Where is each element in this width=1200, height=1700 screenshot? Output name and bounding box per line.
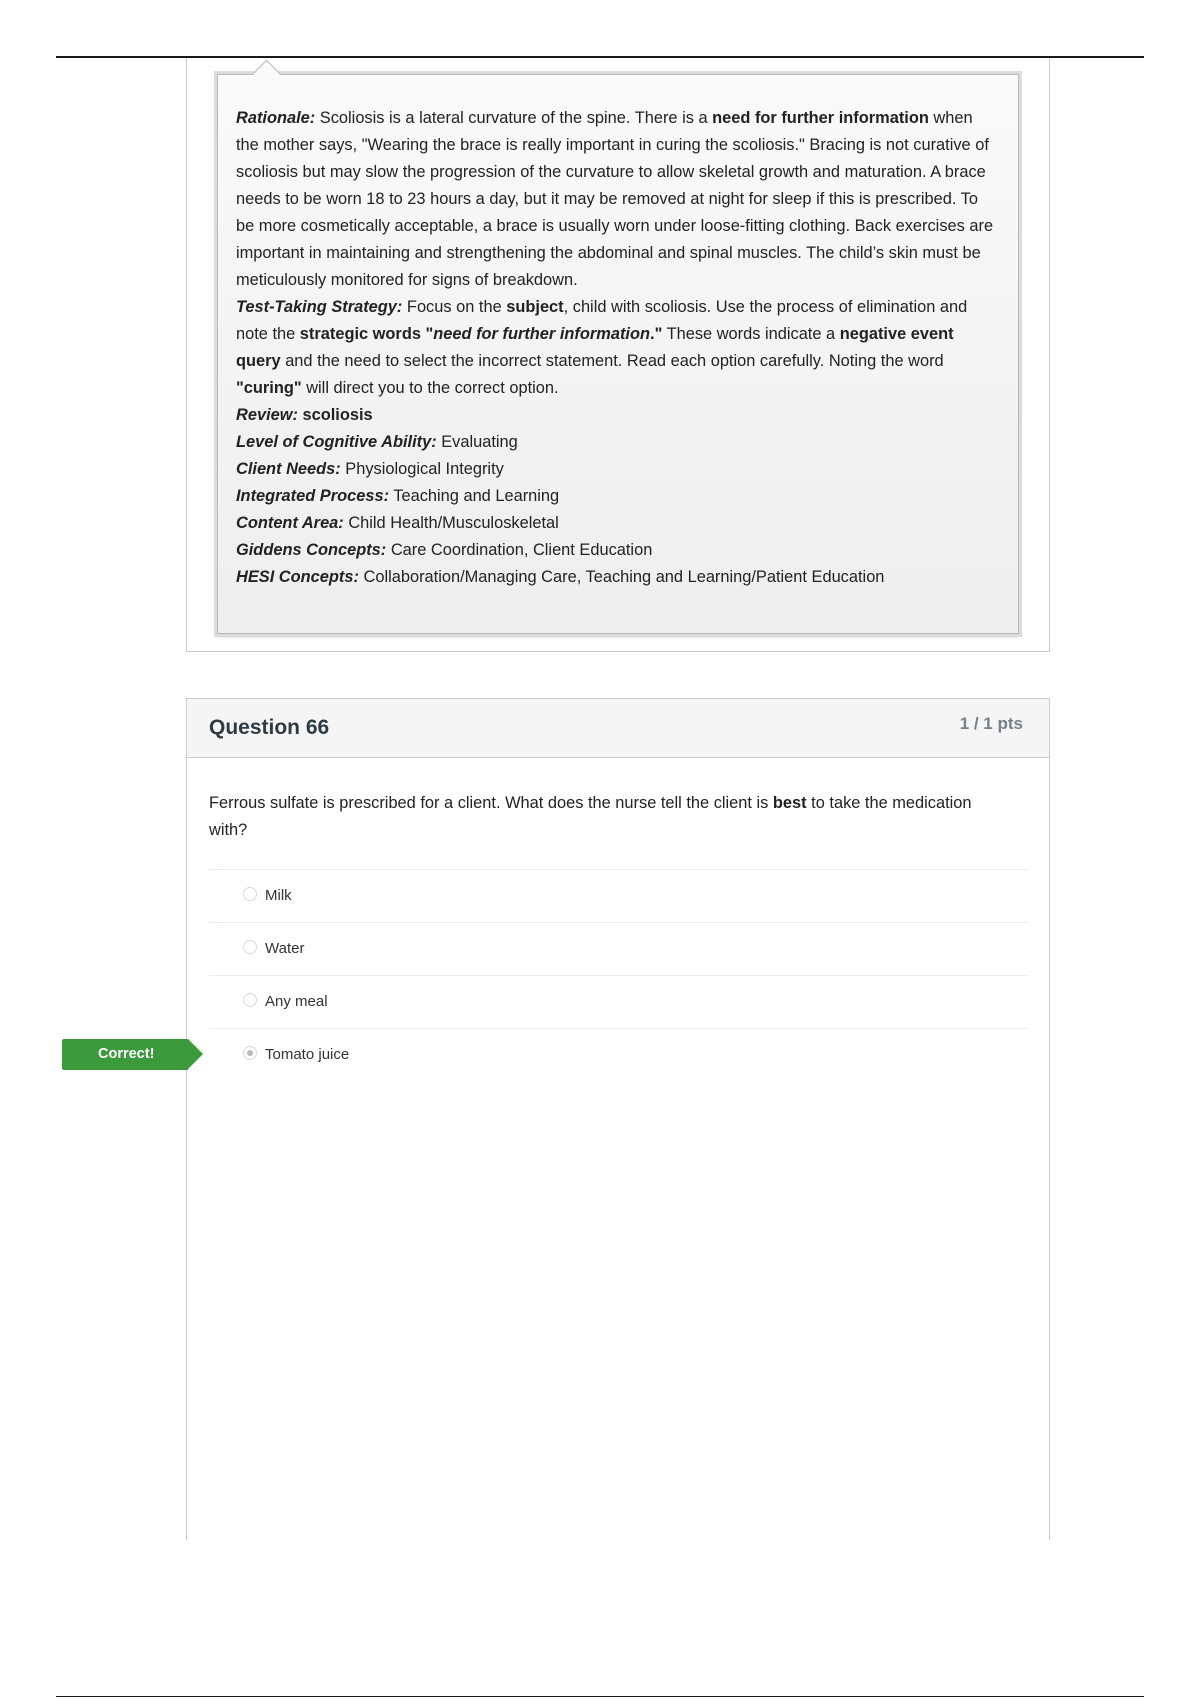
client-needs-line <box>236 456 996 483</box>
answer-label: Milk <box>265 887 292 904</box>
cognitive-value: Evaluating <box>436 433 518 451</box>
review-line <box>236 402 996 429</box>
cognitive-label: Level of Cognitive Ability: <box>236 433 437 451</box>
strategy-emphasis-3: need for further information <box>433 325 651 343</box>
hesi-label: HESI Concepts: <box>236 568 359 586</box>
radio-button[interactable] <box>243 887 257 901</box>
rationale-emphasis: need for further information <box>712 109 929 127</box>
question-text <box>209 790 989 844</box>
radio-button[interactable] <box>243 993 257 1007</box>
answer-feedback-box <box>217 74 1019 634</box>
cognitive-line <box>236 429 996 456</box>
answer-option[interactable] <box>209 922 1029 975</box>
answer-label: Water <box>265 940 305 957</box>
process-label: Integrated Process: <box>236 487 390 505</box>
content-area-line <box>236 510 996 537</box>
question-text-part: Ferrous sulfate is prescribed for a client. What does the nurse tell the client is <box>209 794 773 812</box>
page-bottom-rule <box>56 1696 1144 1697</box>
correct-answer-flag: Correct! <box>62 1039 188 1070</box>
strategy-emphasis: subject <box>506 298 564 316</box>
giddens-line <box>236 537 996 564</box>
answer-label: Any meal <box>265 993 328 1010</box>
answer-label: Tomato juice <box>265 1046 350 1063</box>
process-value: Teaching and Learning <box>389 487 560 505</box>
question-points: 1 / 1 pts <box>959 714 1023 733</box>
strategy-emphasis-2: strategic words " <box>299 325 434 343</box>
strategy-text-4: and the need to select the incorrect statement. Read each option carefully. Noting the word <box>280 352 944 370</box>
review-label: Review: <box>236 406 298 424</box>
radio-button[interactable] <box>243 940 257 954</box>
question-title: Question 66 <box>209 716 330 739</box>
strategy-emphasis-4: ." <box>650 325 663 343</box>
giddens-value: Care Coordination, Client Education <box>386 541 653 559</box>
strategy-text: Focus on the <box>402 298 507 316</box>
previous-question-card <box>186 58 1050 652</box>
client-needs-value: Physiological Integrity <box>340 460 504 478</box>
question-card <box>186 698 1050 1540</box>
hesi-line <box>236 564 996 591</box>
feedback-pointer <box>252 60 282 90</box>
answer-option-selected[interactable] <box>209 1028 1029 1081</box>
strategy-text-3: These words indicate a <box>662 325 840 343</box>
answer-option[interactable] <box>209 869 1029 922</box>
question-text-part-2: to take the medication with? <box>209 794 972 839</box>
strategy-label: Test-Taking Strategy: <box>236 298 403 316</box>
content-area-value: Child Health/Musculoskeletal <box>343 514 559 532</box>
radio-button-selected[interactable] <box>243 1046 257 1060</box>
giddens-label: Giddens Concepts: <box>236 541 387 559</box>
content-area-label: Content Area: <box>236 514 344 532</box>
strategy-emphasis-5: negative event query <box>236 325 954 370</box>
answer-list <box>209 869 1029 1081</box>
rationale-text: Scoliosis is a lateral curvature of the spine. There is a <box>315 109 713 127</box>
client-needs-label: Client Needs: <box>236 460 341 478</box>
strategy-text-2: , child with scoliosis. Use the process of elimination and note the <box>236 298 968 343</box>
hesi-value: Collaboration/Managing Care, Teaching and Learning/Patient Education <box>358 568 885 586</box>
answer-option[interactable] <box>209 975 1029 1028</box>
strategy-paragraph <box>236 294 996 402</box>
process-line <box>236 483 996 510</box>
review-value: scoliosis <box>297 406 373 424</box>
strategy-text-5: will direct you to the correct option. <box>301 379 559 397</box>
question-header <box>187 699 1049 758</box>
question-text-emphasis: best <box>772 794 807 812</box>
strategy-emphasis-6: "curing" <box>236 379 302 397</box>
rationale-label: Rationale: <box>236 109 316 127</box>
rationale-paragraph <box>236 105 996 294</box>
rationale-text-2: when the mother says, "Wearing the brace is really important in curing the scoliosis." Bracing is not curative of scoliosis but may slow the progression of the curvature to allow skeletal growth and maturation. A brace needs to be worn 18 to 23 hours a day, but it may be removed at night for sleep if this is prescribed. To be more cosmetically acceptable, a brace is usually worn under loose-fitting clothing. Back exercises are important in maintaining and strengthening the abdominal and spinal muscles. The child’s skin must be meticulously monitored for signs of breakdown. <box>236 109 994 289</box>
